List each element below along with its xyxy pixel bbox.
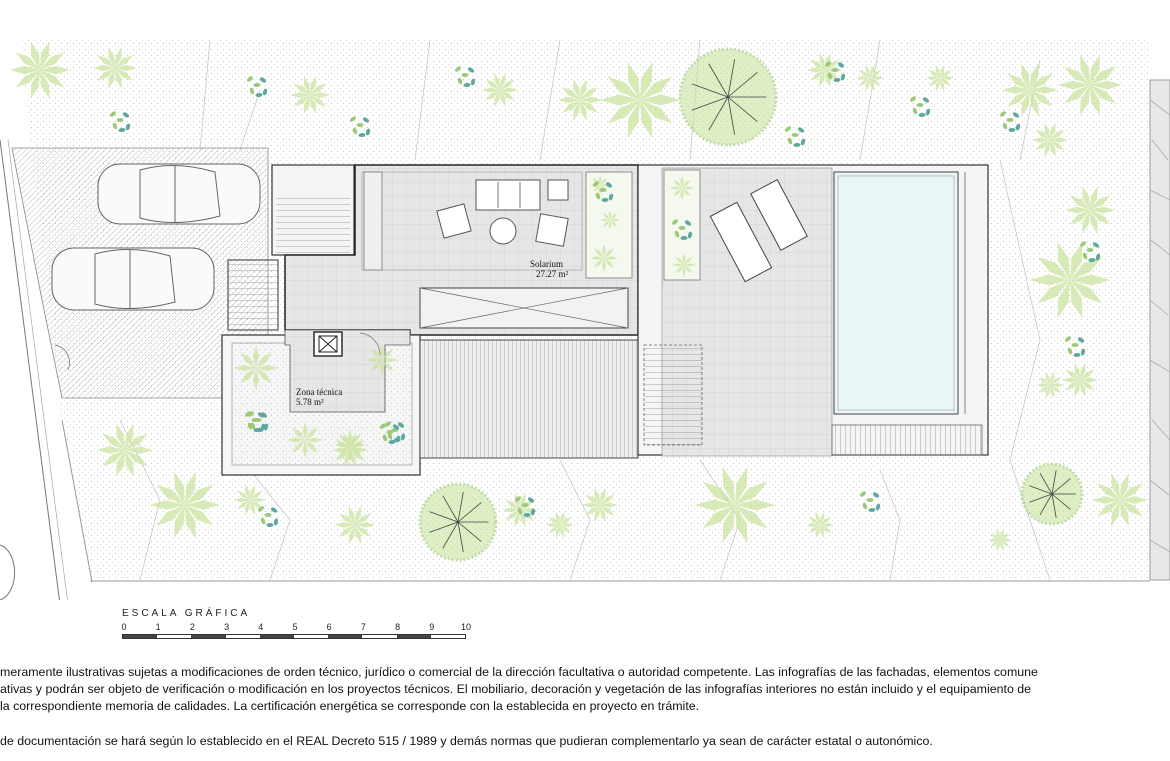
wooden-deck — [420, 340, 638, 458]
room-area-zona-tecnica: 5.78 m² — [296, 397, 324, 407]
car-icon — [98, 164, 260, 224]
stone-wall — [1150, 80, 1170, 580]
scale-tick-label: 2 — [189, 622, 195, 632]
disclaimer-line: meramente ilustrativas sujetas a modificaciones de orden técnico, jurídico o comercial de la dirección facultativa o autoridad competente. Las infografías de las fachadas, elementos comune — [0, 665, 1038, 679]
room-name-solarium: Solarium — [530, 259, 563, 269]
plant-icon — [672, 253, 696, 277]
plant-icon — [287, 422, 323, 458]
scale-ticks — [0, 622, 500, 634]
tree-icon — [420, 484, 496, 560]
scale-tick-label: 6 — [326, 622, 332, 632]
scale-tick-label: 5 — [292, 622, 298, 632]
plant-icon — [600, 210, 620, 230]
disclaimer-line: ativas y podrán ser objeto de verificación o modificación en los proyectos técnicos. El mobiliario, decoración y vegetación de las infografías interiores no están incluido y el equipamiento de — [0, 682, 1032, 696]
tree-icon — [680, 49, 776, 145]
car-icon — [52, 248, 214, 310]
room-area-solarium: 27.27 m² — [536, 269, 569, 279]
disclaimer-line: la correspondiente memoria de calidades. La certificación energética se corresponde con la establecida en proyecto en trámite. — [0, 699, 700, 713]
scale-tick-label: 1 — [155, 622, 161, 632]
plant-icon — [334, 429, 366, 461]
plant-icon — [366, 344, 398, 376]
plant-icon — [670, 176, 694, 200]
disclaimer-text — [0, 664, 1170, 715]
tree-icon — [1022, 464, 1082, 524]
scale-tick-label: 9 — [429, 622, 435, 632]
room-name-zona-tecnica: Zona técnica — [296, 387, 343, 397]
scale-bar — [122, 634, 466, 639]
pool-terrace — [638, 165, 988, 456]
scale-tick-label: 10 — [460, 622, 472, 632]
scale-tick-label: 8 — [395, 622, 401, 632]
scale-title: ESCALA GRÁFICA — [122, 608, 251, 619]
plant-icon — [234, 346, 278, 390]
scale-tick-label: 7 — [360, 622, 366, 632]
scale-tick-label: 3 — [224, 622, 230, 632]
documentation-note: de documentación se hará según lo establecido en el REAL Decreto 515 / 1989 y demás normas que pudieran complementarlo ya sean de carácter estatal o autonómico. — [0, 734, 933, 748]
scale-tick-label: 0 — [121, 622, 127, 632]
scale-tick-label: 4 — [258, 622, 264, 632]
plant-icon — [590, 244, 618, 272]
